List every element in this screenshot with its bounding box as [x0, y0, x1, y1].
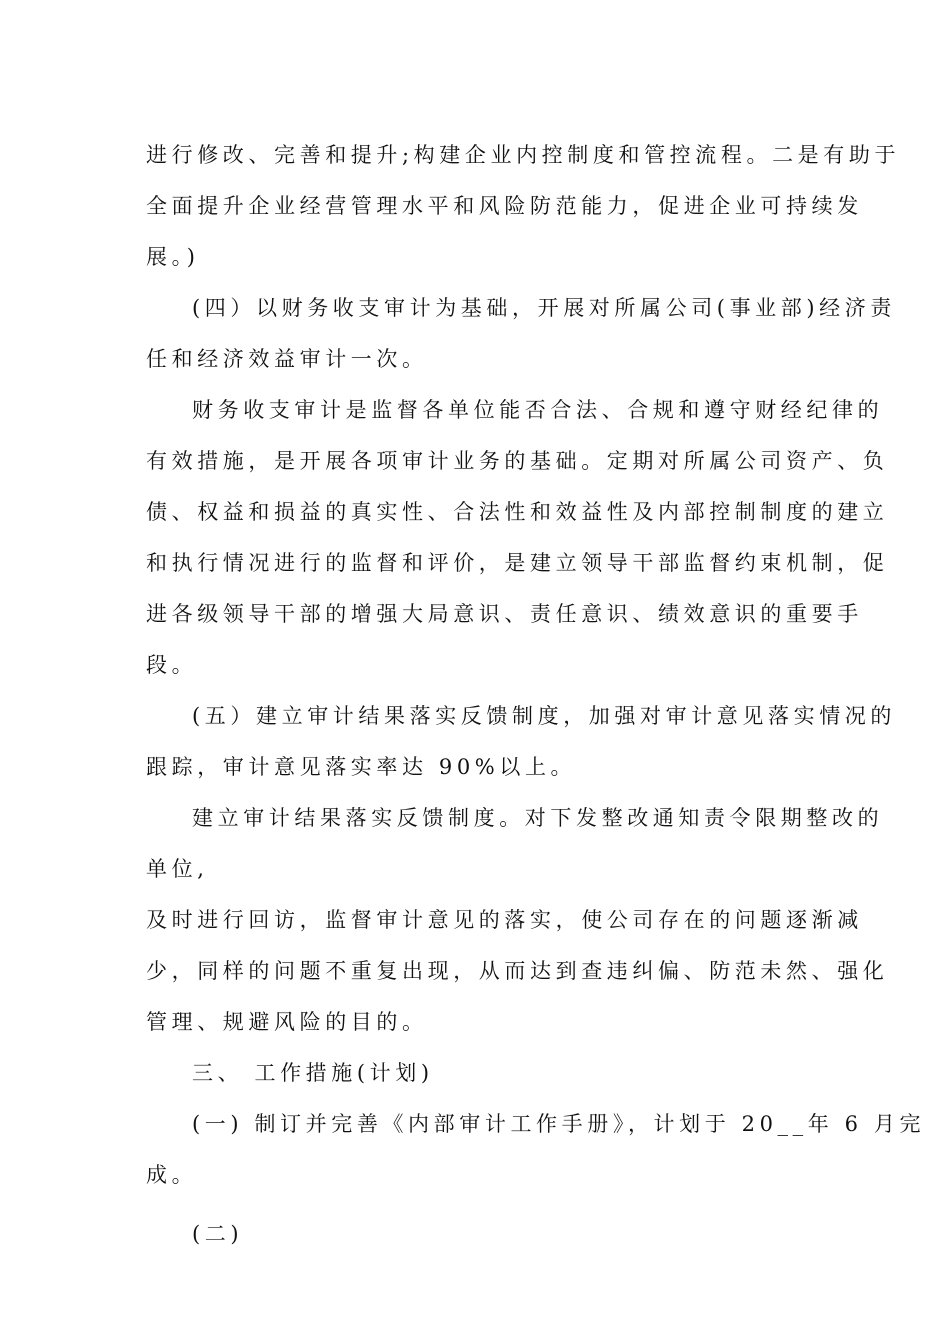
- paragraph-line: 展。): [146, 245, 200, 269]
- paragraph-line: 管理、规避风险的目的。: [146, 1010, 428, 1034]
- paragraph-line: 有效措施，是开展各项审计业务的基础。定期对所属公司资产、负: [146, 449, 889, 473]
- section-heading-3: 三、 工作措施(计划): [192, 1061, 434, 1085]
- paragraph-line: 财务收支审计是监督各单位能否合法、合规和遵守财经纪律的: [192, 398, 884, 422]
- measure-item-2: (二): [192, 1222, 244, 1246]
- paragraph-line: 及时进行回访，监督审计意见的落实，使公司存在的问题逐渐减: [146, 908, 863, 932]
- section-heading-4-cont: 任和经济效益审计一次。: [146, 347, 428, 371]
- paragraph-line: 和执行情况进行的监督和评价，是建立领导干部监督约束机制，促: [146, 551, 889, 575]
- section-heading-5: (五）建立审计结果落实反馈制度，加强对审计意见落实情况的: [192, 704, 896, 728]
- paragraph-line: 少，同样的问题不重复出现，从而达到查违纠偏、防范未然、强化: [146, 959, 889, 983]
- document-body: [146, 130, 926, 1260]
- paragraph-line: 单位,: [146, 857, 209, 881]
- measure-item-1: (一) 制订并完善《内部审计工作手册》，计划于 20__年 6 月完: [192, 1112, 926, 1136]
- paragraph-line: 建立审计结果落实反馈制度。对下发整改通知责令限期整改的: [192, 806, 884, 830]
- paragraph-line: 进各级领导干部的增强大局意识、责任意识、绩效意识的重要手: [146, 602, 863, 626]
- section-heading-5-cont: 跟踪，审计意见落实率达 90%以上。: [146, 755, 577, 779]
- paragraph-line: 全面提升企业经营管理水平和风险防范能力，促进企业可持续发: [146, 194, 863, 218]
- paragraph-line: 进行修改、完善和提升;构建企业内控制度和管控流程。二是有助于: [146, 143, 901, 167]
- measure-item-1-cont: 成。: [146, 1163, 198, 1187]
- paragraph-line: 债、权益和损益的真实性、合法性和效益性及内部控制制度的建立: [146, 500, 889, 524]
- paragraph-line: 段。: [146, 653, 198, 677]
- section-heading-4: (四）以财务收支审计为基础，开展对所属公司(事业部)经济责: [192, 296, 896, 320]
